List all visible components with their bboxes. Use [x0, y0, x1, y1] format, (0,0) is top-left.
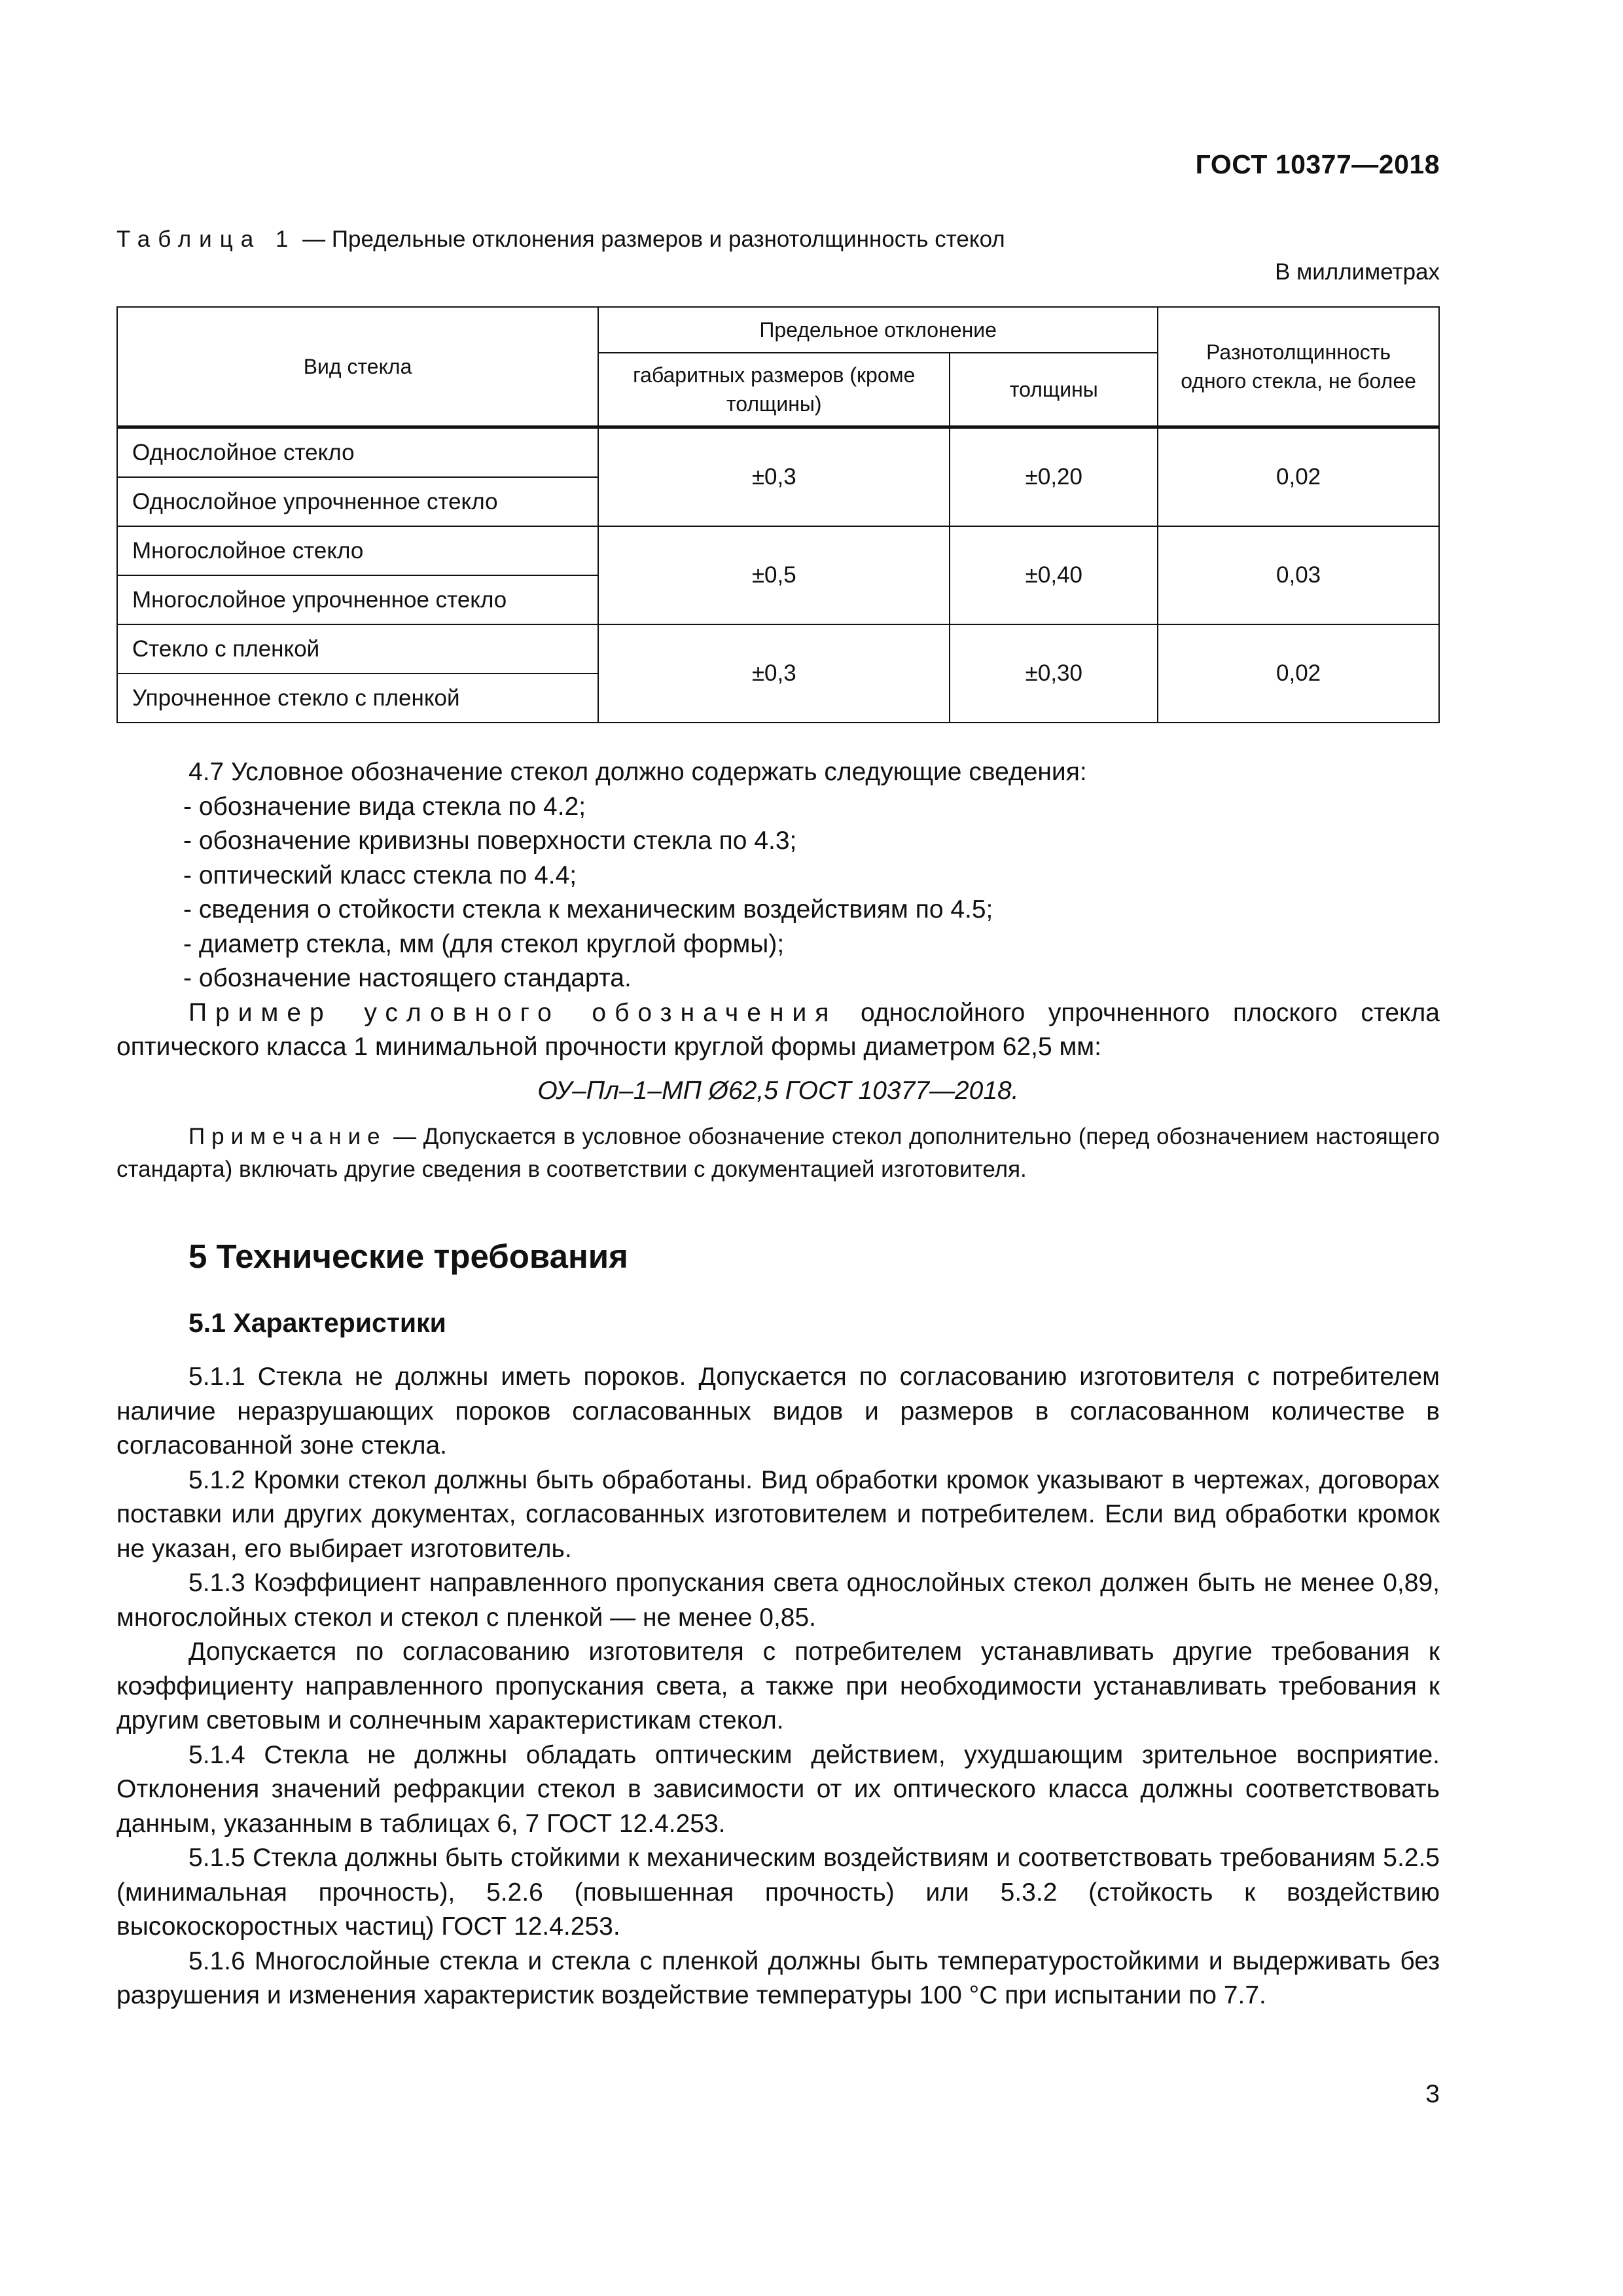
variation-cell: 0,03 — [1158, 526, 1439, 624]
thickness-deviation-cell: ±0,20 — [950, 427, 1158, 527]
table-row — [117, 526, 1439, 575]
paragraph-5-1-5: 5.1.5 Стекла должны быть стойкими к механическим воздействиям и соответствовать требованиям 5.2.5 (минимальная прочность), 5.2.6 (повышенная прочность) или 5.3.2 (стойкость к воздействию высокоскоростных частиц) ГОСТ 12.4.253. — [116, 1844, 1440, 1941]
paragraph-5-1-4: 5.1.4 Стекла не должны обладать оптическим действием, ухудшающим зрительное восприятие. Отклонения значений рефракции стекол в зависимости от их оптического класса должны соответствовать данным, указанным в таблицах 6, 7 ГОСТ 12.4.253. — [116, 1740, 1440, 1838]
paragraph-5-1-1: 5.1.1 Стекла не должны иметь пороков. Допускается по согласованию изготовителя с потребителем наличие неразрушающих пороков согласованных видов и размеров в согласованном количестве в согласованной зоне стекла. — [116, 1363, 1440, 1460]
overall-deviation-cell: ±0,3 — [598, 624, 950, 723]
note-paragraph — [116, 1121, 1440, 1186]
thickness-deviation-cell: ±0,30 — [950, 624, 1158, 723]
glass-type-cell: Многослойное стекло — [117, 526, 598, 575]
paragraph-5-1-6: 5.1.6 Многослойные стекла и стекла с пленкой должны быть температуростойкими и выдерживать без разрушения и изменения характеристик воздействие температуры 100 °С при испытании по 7.7. — [116, 1946, 1440, 2009]
table-caption-label: Таблица 1 — [116, 226, 296, 252]
glass-type-cell: Однослойное упрочненное стекло — [117, 477, 598, 526]
header-thickness: толщины — [950, 353, 1158, 427]
paragraph-5-1-3-cont: Допускается по согласованию изготовителя с потребителем устанавливать другие требования к коэффициенту направленного пропускания света, а также при необходимости устанавливать требования к другим световым и солнечным характеристикам стекол. — [116, 1638, 1440, 1734]
clause-4-7-intro: 4.7 Условное обозначение стекол должно содержать следующие сведения: — [188, 758, 1087, 786]
list-item: - сведения о стойкости стекла к механическим воздействиям по 4.5; — [183, 895, 993, 924]
overall-deviation-cell: ±0,3 — [598, 427, 950, 527]
overall-deviation-cell: ±0,5 — [598, 526, 950, 624]
paragraph-5-1-3: 5.1.3 Коэффициент направленного пропускания света однослойных стекол должен быть не менее 0,89, многослойных стекол и стекол с пленкой — не менее 0,85. — [116, 1569, 1440, 1632]
subsection-title: 5.1 Характеристики — [188, 1308, 446, 1338]
page-number: 3 — [1425, 2080, 1440, 2108]
thickness-deviation-cell: ±0,40 — [950, 526, 1158, 624]
tolerance-table — [116, 306, 1440, 723]
paragraph-5-1-2: 5.1.2 Кромки стекол должны быть обработаны. Вид обработки кромок указывают в чертежах, договорах поставки или других документах, согласованных изготовителем и потребителем. Если вид обработки кромок не указан, его выбирает изготовитель. — [116, 1465, 1440, 1563]
standard-designation: ГОСТ 10377—2018 — [1195, 149, 1440, 179]
section-title: 5 Технические требования — [188, 1238, 628, 1275]
header-overall-size: габаритных размеров (кроме толщины) — [598, 353, 950, 427]
note-label: Примечание — [188, 1124, 387, 1149]
variation-cell: 0,02 — [1158, 624, 1439, 723]
list-item: - оптический класс стекла по 4.4; — [183, 861, 577, 889]
glass-type-cell: Многослойное упрочненное стекло — [117, 575, 598, 624]
table-caption-text: — Предельные отклонения размеров и разнотолщинность стекол — [296, 226, 1005, 252]
table-units: В миллиметрах — [1275, 259, 1440, 285]
header-deviation: Предельное отклонение — [598, 307, 1158, 353]
example-designation: ОУ–Пл–1–МП Ø62,5 ГОСТ 10377—2018. — [537, 1076, 1019, 1105]
note — [116, 1121, 1440, 1186]
table-row — [117, 427, 1439, 478]
example-label: Пример условного обозначения — [188, 998, 838, 1027]
table-caption — [116, 226, 1005, 253]
clause-4-7 — [116, 755, 1440, 1108]
header-glass-type: Вид стекла — [117, 307, 598, 427]
table-row — [117, 624, 1439, 673]
variation-cell: 0,02 — [1158, 427, 1439, 527]
note-text: — Допускается в условное обозначение стекол дополнительно (перед обозначением настоящего стандарта) включать другие сведения в соответствии с документацией изготовителя. — [116, 1124, 1440, 1182]
list-item: - обозначение вида стекла по 4.2; — [183, 792, 586, 821]
list-item: - обозначение настоящего стандарта. — [183, 964, 632, 992]
list-item: - диаметр стекла, мм (для стекол круглой формы); — [183, 929, 785, 958]
example-text: однослойного упрочненного плоского стекла оптического класса 1 минимальной прочности круглой формы диаметром 62,5 мм: — [116, 998, 1440, 1061]
section-5-1-body — [116, 1360, 1440, 2013]
list-item: - обозначение кривизны поверхности стекла по 4.3; — [183, 827, 797, 855]
example-paragraph — [116, 996, 1440, 1065]
header-variation: Разнотолщинность одного стекла, не более — [1158, 307, 1439, 427]
glass-type-cell: Стекло с пленкой — [117, 624, 598, 673]
glass-type-cell: Упрочненное стекло с пленкой — [117, 673, 598, 723]
glass-type-cell: Однослойное стекло — [117, 427, 598, 478]
